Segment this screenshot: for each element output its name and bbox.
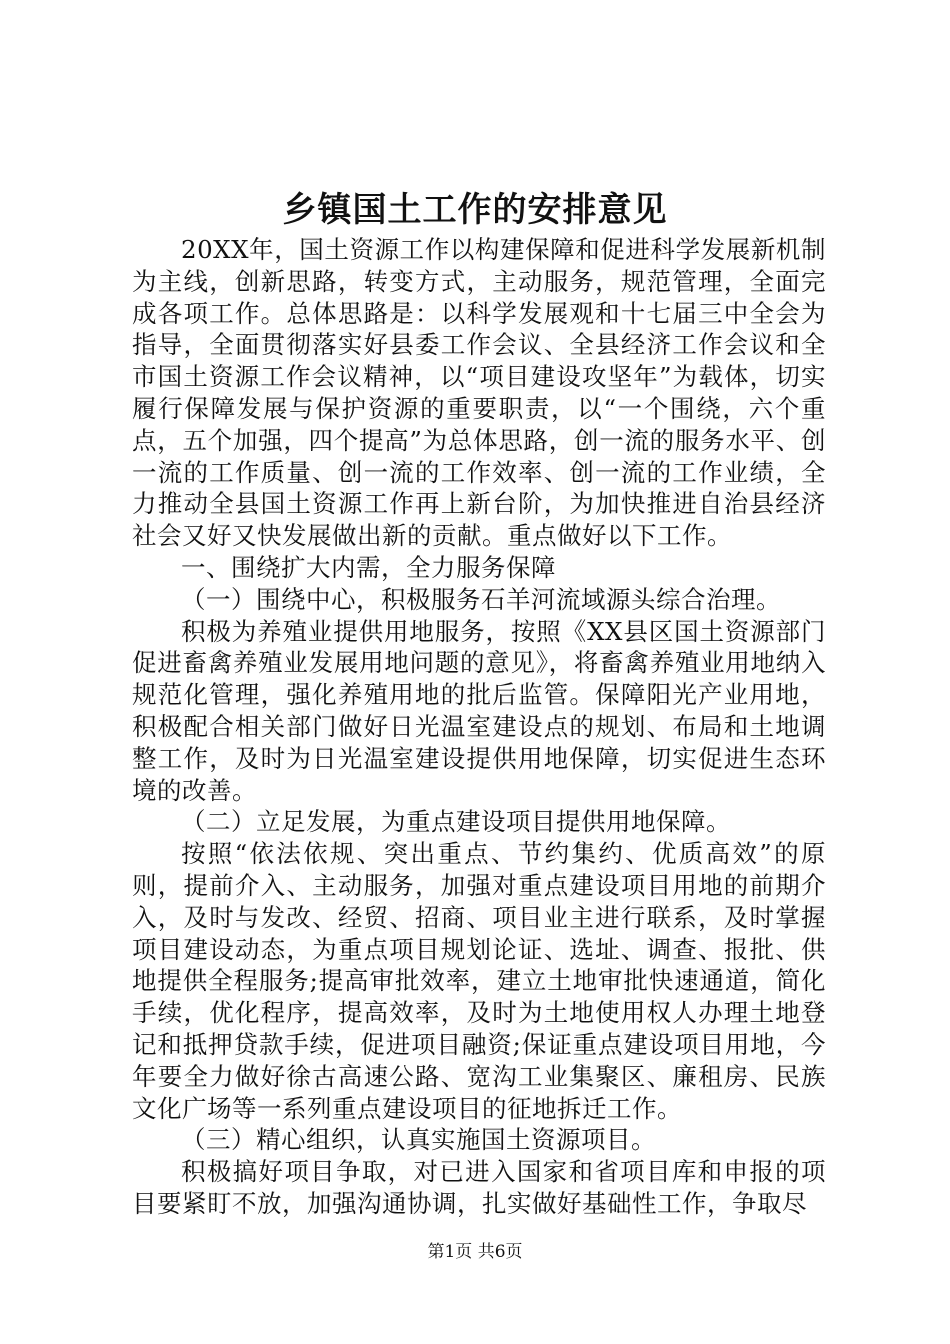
subsection-heading: （三）精心组织，认真实施国土资源项目。 [181, 1125, 656, 1155]
document-body [132, 234, 826, 1220]
paragraph: 按照“依法依规、突出重点、节约集约、优质高效”的原则，提前介入、主动服务，加强对重点建设项目用地的前期介入，及时与发改、经贸、招商、项目业主进行联系，及时掌握项目建设动态，为重点项目规划论证、选址、调查、报批、供地提供全程服务;提高审批效率，建立土地审批快速通道，简化手续，优化程序，提高效率，及时为土地使用权人办理土地登记和抵押贷款手续，促进项目融资;保证重点建设项目用地，今年要全力做好徐古高速公路、宽沟工业集聚区、廉租房、民族文化广场等一系列重点建设项目的征地拆迁工作。 [132, 839, 826, 1123]
page-footer: 第1页 共6页 [427, 1242, 523, 1262]
paragraph: 积极搞好项目争取，对已进入国家和省项目库和申报的项目要紧盯不放，加强沟通协调，扎实做好基础性工作，争取尽 [132, 1157, 826, 1218]
section-heading: 一、围绕扩大内需，全力服务保障 [181, 552, 556, 582]
subsection-heading: （一）围绕中心，积极服务石羊河流域源头综合治理。 [181, 584, 781, 614]
paragraph: 积极为养殖业提供用地服务，按照《XX县区国土资源部门促进畜禽养殖业发展用地问题的意见》，将畜禽养殖业用地纳入规范化管理，强化养殖用地的批后监管。保障阳光产业用地，积极配合相关部门做好日光温室建设点的规划、布局和土地调整工作，及时为日光温室建设提供用地保障，切实促进生态环境的改善。 [132, 616, 826, 805]
document-title: 乡镇国土工作的安排意见 [282, 190, 668, 230]
paragraph: 20XX年，国土资源工作以构建保障和促进科学发展新机制为主线，创新思路，转变方式，主动服务，规范管理，全面完成各项工作。总体思路是：以科学发展观和十七届三中全会为指导，全面贯彻落实好县委工作会议、全县经济工作会议和全市国土资源工作会议精神，以“项目建设攻坚年”为载体，切实履行保障发展与保护资源的重要职责，以“一个围绕，六个重点，五个加强，四个提高”为总体思路，创一流的服务水平、创一流的工作质量、创一流的工作效率、创一流的工作业绩，全力推动全县国土资源工作再上新台阶，为加快推进自治县经济社会又好又快发展做出新的贡献。重点做好以下工作。 [132, 235, 826, 551]
subsection-heading: （二）立足发展，为重点建设项目提供用地保障。 [181, 807, 731, 837]
